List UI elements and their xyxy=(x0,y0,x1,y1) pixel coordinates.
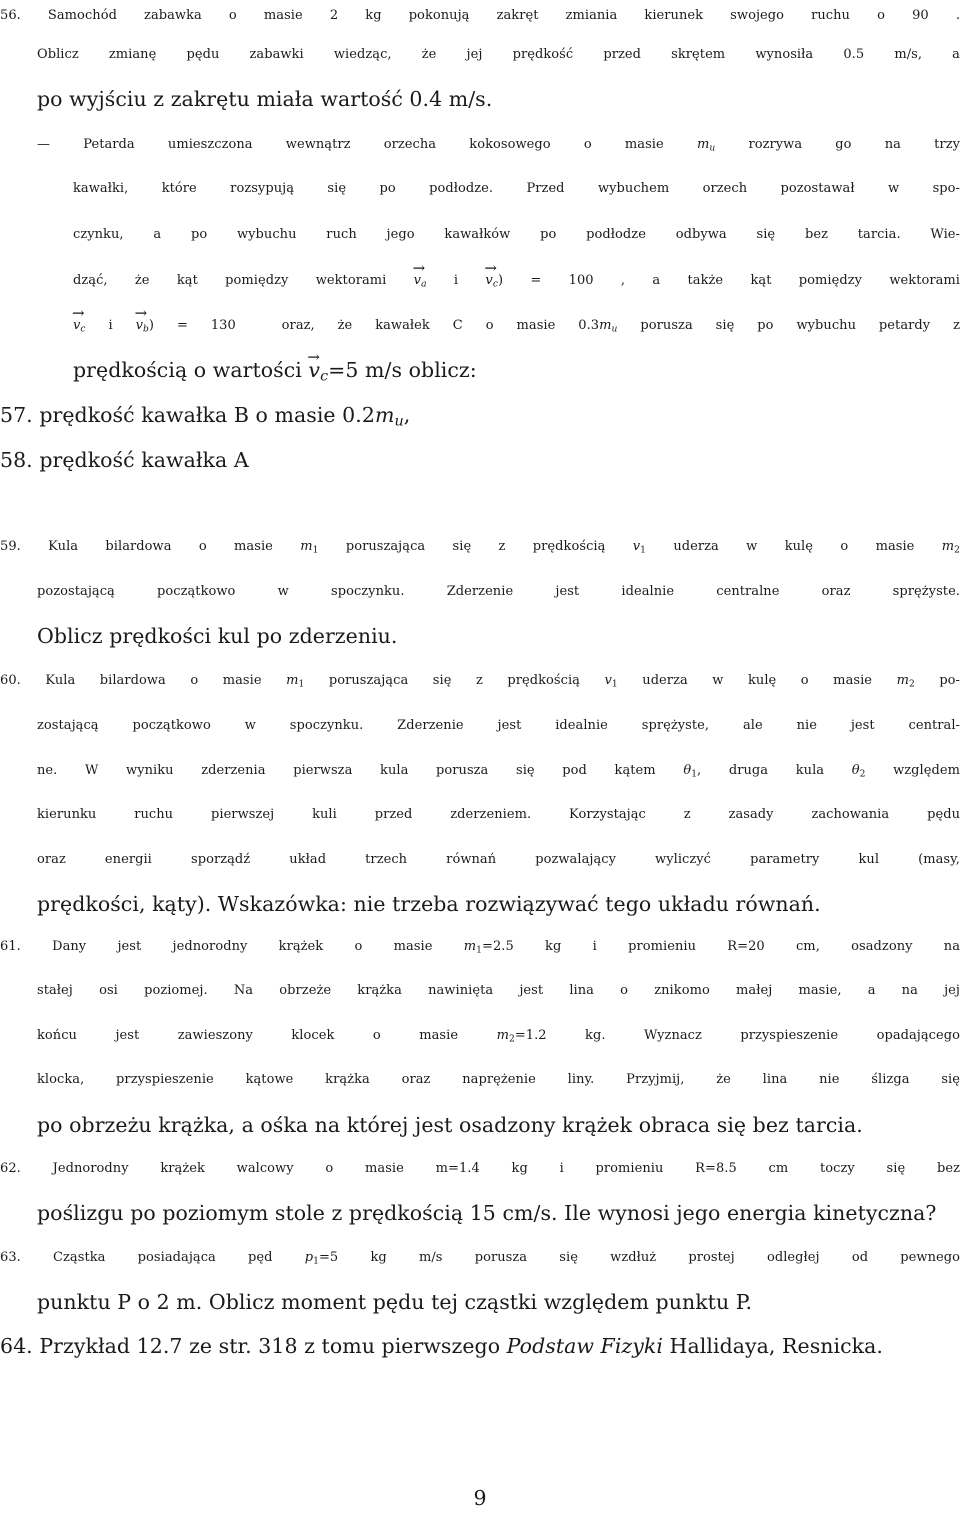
intro-line-2: kawałki, które rozsypują się po podłodze. Przed wybuchem orzech pozostawał w spo- xyxy=(73,181,960,196)
vector-v-a: → v xyxy=(414,267,421,295)
intro-line-6: prędkością o wartości → $v_c=5$ m/s oblicz: xyxy=(73,356,477,384)
problem-59-line-1: 59. Kula bilardowa o masie $m_1$ poruszająca się z prędkością $v_1$ uderza w kulę o masie $m_2$ xyxy=(0,539,960,556)
problem-60-line-1: 60. Kula bilardowa o masie $m_1$ poruszająca się z prędkością $v_1$ uderza w kulę o masie $m_2$ po- xyxy=(0,673,960,690)
problem-56-line-3: po wyjściu z zakrętu miała wartość 0.4 m/s. xyxy=(37,87,493,111)
problem-60-line-6: prędkości, kąty). Wskazówka: nie trzeba rozwiązywać tego układu równań. xyxy=(37,892,821,916)
page-number: 9 xyxy=(473,1486,487,1510)
problem-60-line-2: zostającą początkowo w spoczynku. Zderzenie jest idealnie sprężyste, ale nie jest central- xyxy=(37,718,960,733)
problem-58: 58. prędkość kawałka A xyxy=(0,448,249,472)
problem-64: 64. Przykład 12.7 ze str. 318 z tomu pierwszego Podstaw Fizyki Hallidaya, Resnicka. xyxy=(0,1334,883,1358)
vector-v-c: → v xyxy=(308,356,320,384)
problem-56-line-1: 56. Samochód zabawka o masie 2 kg pokonują zakręt zmiania kierunek swojego ruchu o 90 . xyxy=(0,8,960,23)
problem-56-line-2: Oblicz zmianę pędu zabawki wiedząc, że jej prędkość przed skrętem wynosiła 0.5 m/s, a xyxy=(37,47,960,62)
problem-62-line-1: 62. Jednorodny krążek walcowy o masie m=1.4 kg i promieniu R=8.5 cm toczy się bez xyxy=(0,1161,960,1176)
problem-63-line-1: 63. Cząstka posiadająca pęd $p_1=5$ kg m/s porusza się wzdłuż prostej odległej od pewnego xyxy=(0,1250,960,1267)
problem-61-line-3: końcu jest zawieszony klocek o masie $m_2=1.2$ kg. Wyznacz przyspieszenie opadającego xyxy=(37,1028,960,1045)
problem-60-line-3: ne. W wyniku zderzenia pierwsza kula porusza się pod kątem $\theta_1$, druga kula $\theta_2$ względem xyxy=(37,763,960,780)
problem-63-line-2: punktu P o 2 m. Oblicz moment pędu tej cząstki względem punktu P. xyxy=(37,1290,753,1314)
problem-57: 57. prędkość kawałka B o masie $0.2m_u$, xyxy=(0,403,411,430)
intro-line-5: → $v_c$ $i \to v_b) = 130$ oraz, że kawałek C o masie $0.3m_u$ porusza się po wybuchu petardy z xyxy=(73,312,960,340)
intro-line-1: — Petarda umieszczona wewnątrz orzecha kokosowego o masie $m_u$ rozrywa go na trzy xyxy=(37,137,960,154)
book-title: Podstaw Fizyki xyxy=(506,1334,663,1358)
problem-61-line-5: po obrzeżu krążka, a ośka na której jest osadzony krążek obraca się bez tarcia. xyxy=(37,1113,863,1137)
problem-60-line-5: oraz energii sporządź układ trzech równań pozwalający wyliczyć parametry kul (masy, xyxy=(37,852,960,867)
problem-60-line-4: kierunku ruchu pierwszej kuli przed zderzeniem. Korzystając z zasady zachowania pędu xyxy=(37,807,960,822)
problem-61-line-4: klocka, przyspieszenie kątowe krążka oraz naprężenie liny. Przyjmij, że lina nie ślizga się xyxy=(37,1072,960,1087)
problem-62-line-2: poślizgu po poziomym stole z prędkością 15 cm/s. Ile wynosi jego energia kinetyczna? xyxy=(37,1201,937,1225)
vector-v-c: → v xyxy=(485,267,492,295)
vector-v-b: → v xyxy=(136,312,143,340)
intro-line-3: czynku, a po wybuchu ruch jego kawałków po podłodze odbywa się bez tarcia. Wie- xyxy=(73,227,960,242)
problem-59-line-2: pozostającą początkowo w spoczynku. Zderzenie jest idealnie centralne oraz sprężyste. xyxy=(37,584,960,599)
problem-61-line-2: stałej osi poziomej. Na obrzeże krążka nawinięta jest lina o znikomo małej masie, a na jej xyxy=(37,983,960,998)
problem-59-line-3: Oblicz prędkości kul po zderzeniu. xyxy=(37,624,398,648)
problem-61-line-1: 61. Dany jest jednorodny krążek o masie $m_1=2.5$ kg i promieniu R=20 cm, osadzony na xyxy=(0,939,960,956)
intro-line-4: dząć, że kąt pomiędzy wektorami → $v_a$ $i \to v_c) = 100$ , a także kąt pomiędzy wektorami xyxy=(73,267,960,295)
vector-v-c: → v xyxy=(73,312,80,340)
